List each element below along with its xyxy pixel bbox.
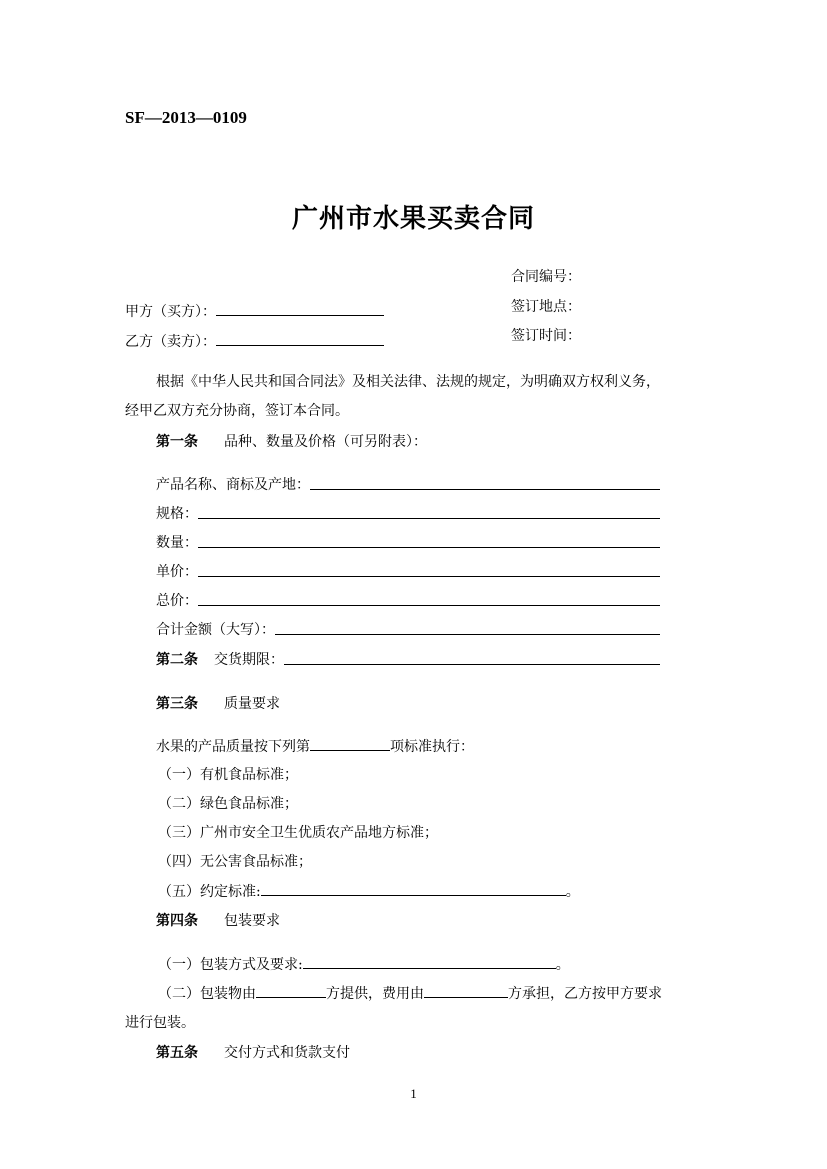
article-5-heading	[156, 1043, 350, 1063]
field-product-blank[interactable]	[310, 475, 660, 490]
article-4-number: 第四条	[156, 913, 198, 929]
packaging-provider-blank[interactable]	[256, 983, 326, 998]
article-1-number: 第一条	[156, 434, 198, 450]
field-spec	[156, 504, 660, 524]
article-3-title: 质量要求	[224, 696, 280, 712]
quality-item-5-label: （五）约定标准:	[158, 884, 261, 900]
article-2-heading	[156, 650, 660, 670]
packaging-item-2-line-2: 进行包装。	[125, 1015, 195, 1031]
packaging-item-2-a: （二）包装物由	[158, 986, 256, 1002]
quality-item-5-end: 。	[565, 884, 580, 900]
field-unit-price	[156, 562, 660, 582]
field-amount-words	[156, 620, 660, 640]
packaging-cost-blank[interactable]	[424, 983, 508, 998]
quality-item-3: （三）广州市安全卫生优质农产品地方标准；	[158, 825, 438, 841]
contract-number-label: 合同编号：	[511, 269, 581, 285]
quality-item-1: （一）有机食品标准；	[158, 767, 298, 783]
contract-title: 广州市水果买卖合同	[291, 204, 535, 234]
buyer-label: 甲方（买方）：	[125, 304, 216, 320]
packaging-item-2	[158, 983, 662, 1004]
sign-time-label: 签订时间：	[511, 328, 581, 344]
quality-standard-blank[interactable]	[310, 736, 390, 751]
quality-item-5	[158, 881, 580, 902]
field-qty-blank[interactable]	[198, 533, 660, 548]
article-4-title: 包装要求	[224, 913, 280, 929]
field-unit-price-label: 单价：	[156, 564, 198, 580]
article-5-number: 第五条	[156, 1045, 198, 1061]
packaging-item-2-c: 方承担，乙方按甲方要求	[508, 986, 662, 1002]
packaging-item-1-end: 。	[555, 957, 570, 973]
article-1-title: 品种、数量及价格（可另附表）：	[224, 434, 427, 450]
article-3-number: 第三条	[156, 696, 198, 712]
packaging-item-1	[158, 954, 570, 975]
agreed-standard-blank[interactable]	[261, 881, 566, 896]
quality-lead	[156, 736, 474, 757]
delivery-deadline-blank[interactable]	[284, 650, 660, 665]
field-unit-price-blank[interactable]	[198, 562, 660, 577]
field-qty-label: 数量：	[156, 535, 198, 551]
article-4-heading	[156, 911, 280, 931]
field-product-label: 产品名称、商标及产地：	[156, 477, 310, 493]
seller-blank[interactable]	[216, 331, 384, 346]
packaging-item-2-b: 方提供，费用由	[326, 986, 424, 1002]
intro-line-1: 根据《中华人民共和国合同法》及相关法律、法规的规定，为明确双方权利义务，	[156, 374, 660, 390]
page-number: 1	[410, 1086, 417, 1101]
quality-item-2: （二）绿色食品标准；	[158, 796, 298, 812]
packaging-method-blank[interactable]	[303, 954, 556, 969]
sign-place-label: 签订地点：	[511, 299, 581, 315]
field-amount-words-label: 合计金额（大写）：	[156, 622, 275, 638]
article-3-heading	[156, 694, 280, 714]
field-spec-label: 规格：	[156, 506, 198, 522]
buyer-row	[125, 301, 384, 322]
packaging-item-1-label: （一）包装方式及要求:	[158, 957, 303, 973]
article-5-title: 交付方式和货款支付	[224, 1045, 350, 1061]
seller-label: 乙方（卖方）：	[125, 334, 216, 350]
article-1-heading	[156, 432, 427, 452]
intro-line-2: 经甲乙双方充分协商，签订本合同。	[125, 403, 349, 419]
field-total-label: 总价：	[156, 593, 198, 609]
field-total	[156, 591, 660, 611]
seller-row	[125, 331, 384, 352]
field-total-blank[interactable]	[198, 591, 660, 606]
field-amount-words-blank[interactable]	[275, 620, 660, 635]
document-code: SF—2013—0109	[125, 108, 247, 127]
article-2-number: 第二条	[156, 652, 198, 668]
buyer-blank[interactable]	[216, 301, 384, 316]
field-spec-blank[interactable]	[198, 504, 660, 519]
quality-lead-b: 项标准执行：	[390, 739, 474, 755]
article-2-title: 交货期限：	[214, 652, 284, 668]
field-qty	[156, 533, 660, 553]
quality-lead-a: 水果的产品质量按下列第	[156, 739, 310, 755]
quality-item-4: （四）无公害食品标准；	[158, 854, 312, 870]
field-product	[156, 475, 660, 495]
